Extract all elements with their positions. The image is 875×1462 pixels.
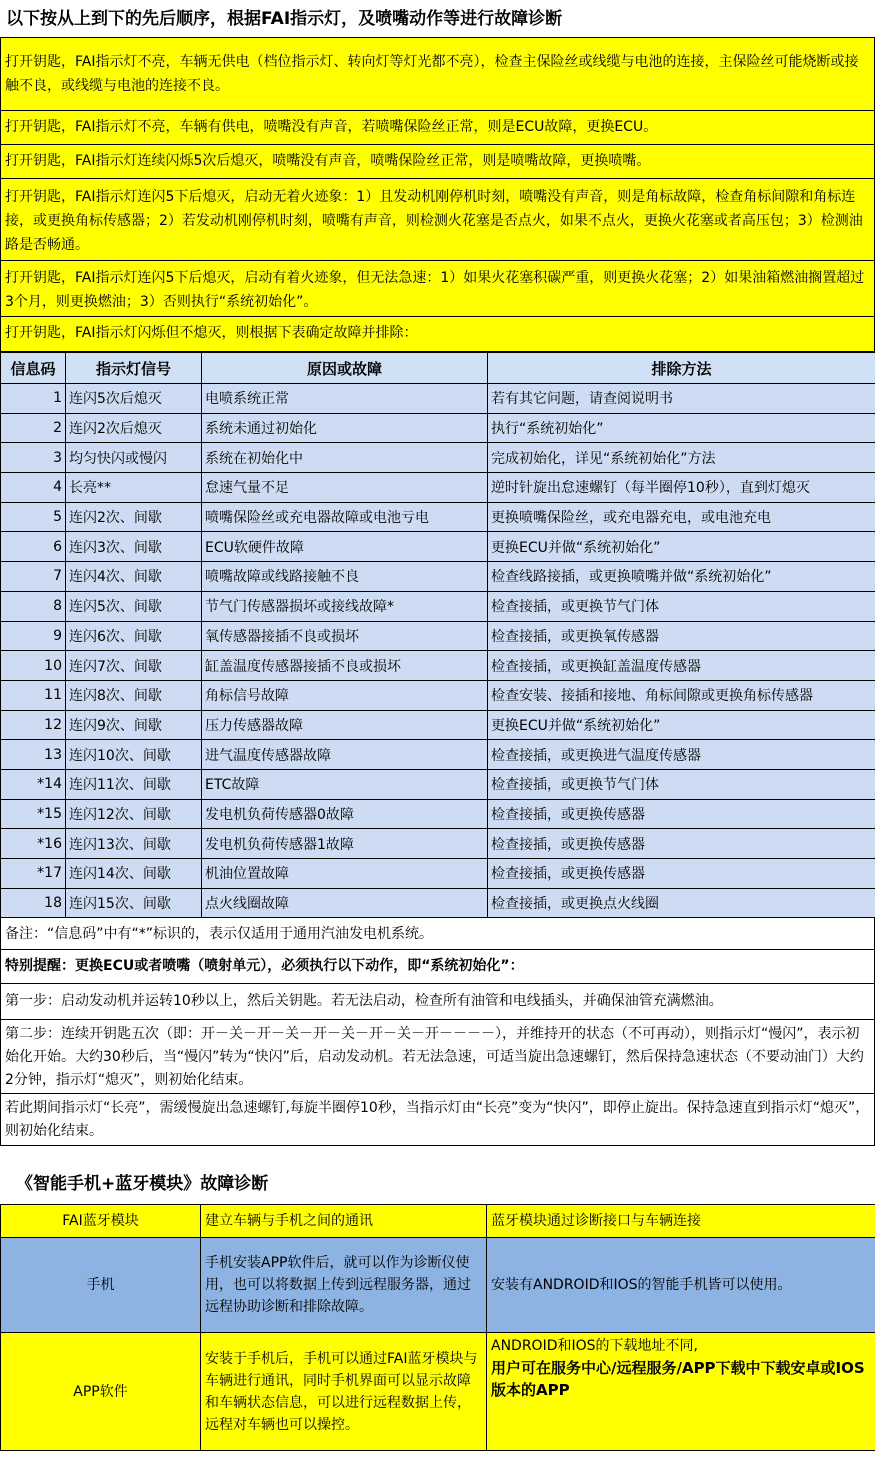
init-step-3: [0, 1094, 875, 1146]
cell-cause: 点火线圈故障: [202, 888, 488, 918]
cell-code: 2: [1, 413, 66, 443]
bluetooth-section-title: 《智能手机+蓝牙模块》故障诊断: [16, 1174, 269, 1195]
cell-cause: 进气温度传感器故障: [202, 740, 488, 770]
cell-cause: 怠速气量不足: [202, 473, 488, 503]
cell-cause: 发电机负荷传感器1故障: [202, 829, 488, 859]
init-step-2: [0, 1020, 875, 1094]
cell-fix: 若有其它问题，请查阅说明书: [488, 384, 875, 414]
bluetooth-table: [0, 1204, 875, 1451]
cell-code: 6: [1, 532, 66, 562]
cell-fix: 检查接插，或更换传感器: [488, 859, 875, 889]
cell-code: *14: [1, 769, 66, 799]
bt-app-label: APP软件: [1, 1333, 201, 1451]
cell-code: 3: [1, 443, 66, 473]
step-2-text: 打开钥匙，FAI指示灯不亮，车辆有供电，喷嘴没有声音，若喷嘴保险丝正常，则是ECU故障，更换ECU。: [5, 119, 658, 135]
bt-phone-compat: 安装有ANDROID和IOS的智能手机皆可以使用。: [487, 1238, 875, 1333]
header-signal: 指示灯信号: [66, 353, 202, 384]
cell-cause: ETC故障: [202, 769, 488, 799]
table-header-row: [1, 353, 875, 384]
cell-cause: 喷嘴保险丝或充电器故障或电池亏电: [202, 502, 488, 532]
step-3: [0, 145, 875, 179]
cell-fix: 完成初始化，详见“系统初始化”方法: [488, 443, 875, 473]
step-1: [0, 38, 875, 111]
cell-signal: 连闪2次后熄灭: [66, 413, 202, 443]
table-row: [1, 502, 875, 532]
bt-module-label: FAI蓝牙模块: [1, 1205, 201, 1238]
cell-code: *16: [1, 829, 66, 859]
cell-fix: 检查接插，或更换传感器: [488, 829, 875, 859]
cell-code: 13: [1, 740, 66, 770]
header-fix: 排除方法: [488, 353, 875, 384]
cell-signal: 连闪13次、间歇: [66, 829, 202, 859]
bt-header-comm: 建立车辆与手机之间的通讯: [201, 1205, 487, 1238]
page-title: 以下按从上到下的先后顺序，根据FAI指示灯，及喷嘴动作等进行故障诊断: [0, 0, 875, 38]
cell-signal: 连闪2次、间歇: [66, 502, 202, 532]
cell-code: 18: [1, 888, 66, 918]
step-5-text: 打开钥匙，FAI指示灯连闪5下后熄灭，启动有着火迹象，但无法急速：1）如果火花塞积碳严重，则更换火花塞；2）如果油箱燃油搁置超过3个月，则更换燃油；3）否则执行“系统初始化”。: [5, 270, 865, 310]
table-row: [1, 680, 875, 710]
table-row: [1, 651, 875, 681]
step-6-text: 打开钥匙，FAI指示灯闪烁但不熄灭，则根据下表确定故障并排除：: [5, 325, 418, 341]
cell-fix: 执行“系统初始化”: [488, 413, 875, 443]
bt-header-connect: 蓝牙模块通过诊断接口与车辆连接: [487, 1205, 875, 1238]
step-4-text: 打开钥匙，FAI指示灯连闪5下后熄灭，启动无着火迹象：1）且发动机刚停机时刻，喷嘴没有声音，则是角标故障，检查角标间隙和角标连接，或更换角标传感器；2）若发动机刚停机时刻，喷嘴有声音，则检测火花塞是否点火，如果不点火，更换火花塞或者高压包；3）检测油路是否畅通。: [5, 189, 863, 253]
table-row: [1, 740, 875, 770]
table-row: [1, 799, 875, 829]
header-code: 信息码: [1, 353, 66, 384]
fault-code-table: [0, 352, 875, 918]
table-row: [1, 621, 875, 651]
cell-signal: 连闪11次、间歇: [66, 769, 202, 799]
cell-fix: 检查接插，或更换缸盖温度传感器: [488, 651, 875, 681]
step-1-text: 打开钥匙，FAI指示灯不亮，车辆无供电（档位指示灯、转向灯等灯光都不亮），检查主保险丝或线缆与电池的连接，主保险丝可能烧断或接触不良，或线缆与电池的连接不良。: [5, 54, 859, 94]
cell-cause: 节气门传感器损坏或接线故障*: [202, 591, 488, 621]
table-row: [1, 710, 875, 740]
bt-app-download-note: ANDROID和IOS的下载地址不同,: [491, 1338, 698, 1355]
cell-code: 10: [1, 651, 66, 681]
cell-cause: 发电机负荷传感器0故障: [202, 799, 488, 829]
bt-phone-row: [1, 1238, 875, 1333]
table-row: [1, 829, 875, 859]
bt-phone-label: 手机: [1, 1238, 201, 1333]
cell-code: 4: [1, 473, 66, 503]
bt-app-download: [487, 1333, 875, 1451]
table-body: [1, 384, 875, 918]
init-step-1-text: 第一步：启动发动机并运转10秒以上，然后关钥匙。若无法启动，检查所有油管和电线插头，并确保油管充满燃油。: [5, 993, 723, 1010]
cell-cause: 系统未通过初始化: [202, 413, 488, 443]
step-6: [0, 317, 875, 352]
bt-phone-desc: 手机安装APP软件后，就可以作为诊断仪使用，也可以将数据上传到远程服务器，通过远程协助诊断和排除故障。: [201, 1238, 487, 1333]
special-reminder-text: 特别提醒：更换ECU或者喷嘴（喷射单元），必须执行以下动作，即“系统初始化”：: [5, 958, 524, 975]
cell-signal: 连闪7次、间歇: [66, 651, 202, 681]
table-row: [1, 859, 875, 889]
cell-fix: 检查接插，或更换进气温度传感器: [488, 740, 875, 770]
table-row: [1, 562, 875, 592]
cell-signal: 连闪5次、间歇: [66, 591, 202, 621]
cell-signal: 连闪3次、间歇: [66, 532, 202, 562]
cell-cause: 系统在初始化中: [202, 443, 488, 473]
table-row: [1, 413, 875, 443]
cell-signal: 连闪5次后熄灭: [66, 384, 202, 414]
cell-signal: 连闪14次、间歇: [66, 859, 202, 889]
init-step-2-text: 第二步：连续开钥匙五次（即：开－关－开－关－开－关－开－关－开－－－－），并维持开的状态（不可再动），则指示灯“慢闪”，表示初始化开始。大约30秒后，当“慢闪”转为“快闪”后，启动发动机。若无法急速，可适当旋出急速螺钉，然后保持急速状态（不要动油门）大约2分钟，指示灯“熄灭”，则初始化结束。: [5, 1026, 864, 1089]
cell-fix: 检查接插，或更换氧传感器: [488, 621, 875, 651]
step-2: [0, 111, 875, 145]
cell-fix: 检查接插，或更换节气门体: [488, 769, 875, 799]
note-text: 备注：“信息码”中有“*”标识的，表示仅适用于通用汽油发电机系统。: [5, 926, 434, 943]
cell-fix: 检查接插，或更换传感器: [488, 799, 875, 829]
table-row: [1, 443, 875, 473]
cell-fix: 更换喷嘴保险丝，或充电器充电，或电池充电: [488, 502, 875, 532]
init-step-1: [0, 984, 875, 1020]
init-step-3-text: 若此期间指示灯“长亮”，需缓慢旋出急速螺钉,每旋半圈停10秒，当指示灯由“长亮”变为“快闪”，即停止旋出。保持急速直到指示灯“熄灭”，则初始化结束。: [5, 1100, 870, 1140]
cell-code: 8: [1, 591, 66, 621]
special-reminder: [0, 950, 875, 984]
cell-cause: 压力传感器故障: [202, 710, 488, 740]
cell-signal: 连闪12次、间歇: [66, 799, 202, 829]
cell-code: 12: [1, 710, 66, 740]
cell-code: 11: [1, 680, 66, 710]
cell-signal: 连闪6次、间歇: [66, 621, 202, 651]
cell-cause: 缸盖温度传感器接插不良或损坏: [202, 651, 488, 681]
note: [0, 918, 875, 950]
cell-code: 7: [1, 562, 66, 592]
cell-code: *17: [1, 859, 66, 889]
table-row: [1, 473, 875, 503]
header-cause: 原因或故障: [202, 353, 488, 384]
cell-signal: 均匀快闪或慢闪: [66, 443, 202, 473]
bt-header-row: [1, 1205, 875, 1238]
cell-code: 1: [1, 384, 66, 414]
cell-code: 9: [1, 621, 66, 651]
bt-app-download-bold: 用户可在服务中心/远程服务/APP下载中下载安卓或IOS版本的APP: [491, 1359, 865, 1400]
cell-signal: 连闪8次、间歇: [66, 680, 202, 710]
cell-cause: 角标信号故障: [202, 680, 488, 710]
cell-fix: 检查安装、接插和接地、角标间隙或更换角标传感器: [488, 680, 875, 710]
cell-fix: 更换ECU并做“系统初始化”: [488, 532, 875, 562]
cell-fix: 检查接插，或更换节气门体: [488, 591, 875, 621]
cell-cause: 机油位置故障: [202, 859, 488, 889]
bt-app-desc: 安装于手机后，手机可以通过FAI蓝牙模块与车辆进行通讯，同时手机界面可以显示故障和车辆状态信息，可以进行远程数据上传，远程对车辆也可以操控。: [201, 1333, 487, 1451]
bt-app-row: [1, 1333, 875, 1451]
cell-fix: 更换ECU并做“系统初始化”: [488, 710, 875, 740]
cell-signal: 连闪4次、间歇: [66, 562, 202, 592]
cell-signal: 连闪9次、间歇: [66, 710, 202, 740]
cell-code: 5: [1, 502, 66, 532]
cell-cause: 氧传感器接插不良或损坏: [202, 621, 488, 651]
table-row: [1, 888, 875, 918]
table-row: [1, 591, 875, 621]
table-row: [1, 384, 875, 414]
step-4: [0, 179, 875, 261]
cell-signal: 连闪10次、间歇: [66, 740, 202, 770]
cell-cause: 喷嘴故障或线路接触不良: [202, 562, 488, 592]
cell-fix: 逆时针旋出怠速螺钉（每半圈停10秒），直到灯熄灭: [488, 473, 875, 503]
cell-signal: 长亮**: [66, 473, 202, 503]
cell-cause: ECU软硬件故障: [202, 532, 488, 562]
table-row: [1, 532, 875, 562]
cell-fix: 检查接插，或更换点火线圈: [488, 888, 875, 918]
step-3-text: 打开钥匙，FAI指示灯连续闪烁5次后熄灭，喷嘴没有声音，喷嘴保险丝正常，则是喷嘴故障，更换喷嘴。: [5, 153, 651, 169]
cell-signal: 连闪15次、间歇: [66, 888, 202, 918]
cell-fix: 检查线路接插，或更换喷嘴并做“系统初始化”: [488, 562, 875, 592]
cell-code: *15: [1, 799, 66, 829]
step-5: [0, 261, 875, 317]
cell-cause: 电喷系统正常: [202, 384, 488, 414]
table-row: [1, 769, 875, 799]
